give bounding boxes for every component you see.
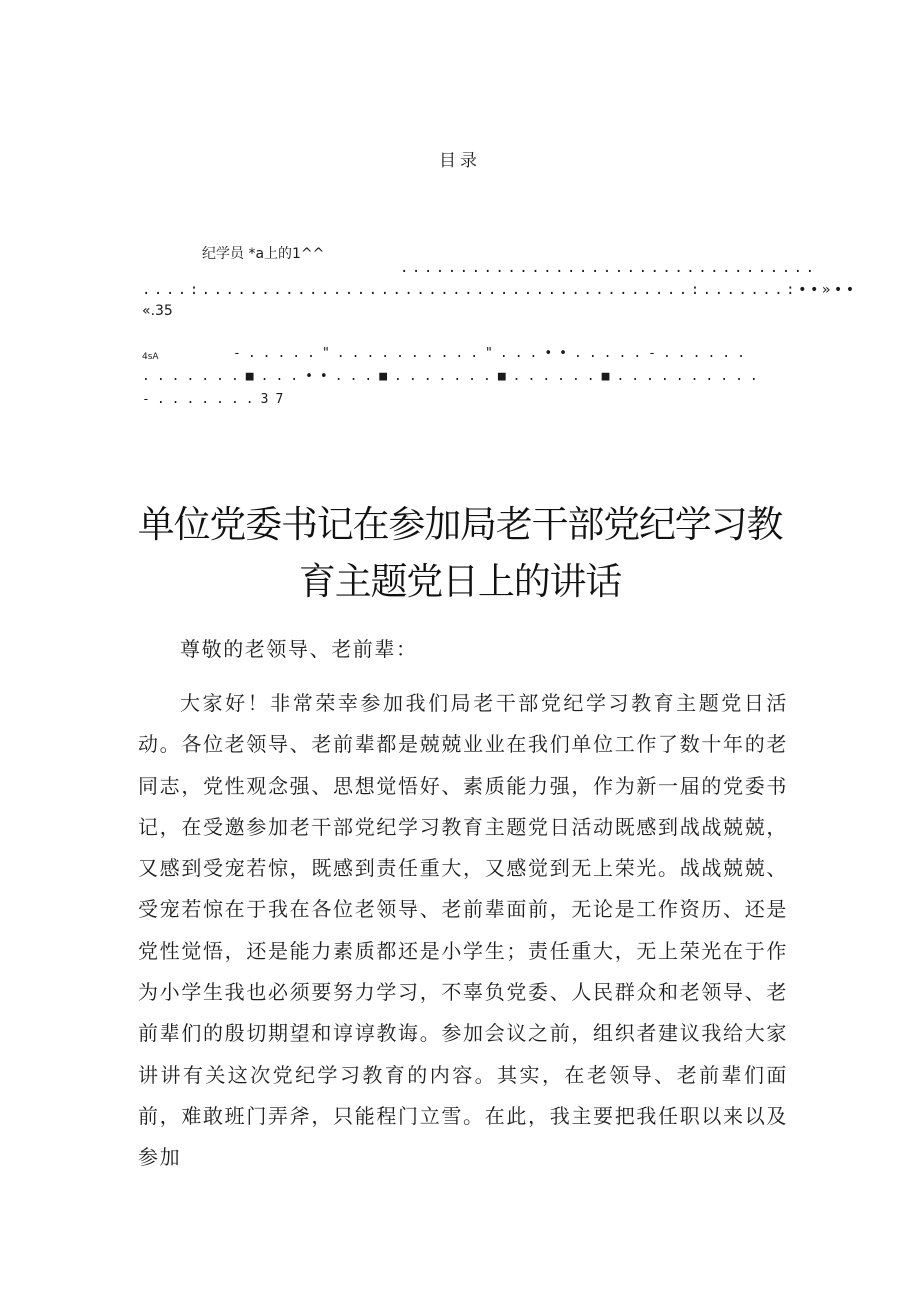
toc-entry-2-leader: -.....".........."...••.....-...... (233, 346, 752, 361)
document-title-line-2: 育主题党日上的讲话 (298, 560, 622, 603)
toc-entry-2-leader-continued: .......■...••...■.......■......■.......... (142, 369, 765, 384)
body-paragraph: 大家好！非常荣幸参加我们局老干部党纪学习教育主题党日活动。各位老领导、老前辈都是兢兢业业在我们单位工作了数十年的老同志，党性观念强、思想觉悟好、素质能力强，作为新一届的党委书记，在受邀参加老干部党纪学习教育主题党日活动既感到战战兢兢，又感到受宠若惊，既感到责任重大，又感觉到无上荣光。战战兢兢、受宠若惊在于我在各位老领导、老前辈面前，无论是工作资历、还是党性觉悟，还是能力素质都还是小学生；责任重大，无上荣光在于作为小学生我也必须要努力学习，不辜负党委、人民群众和老领导、老前辈们的殷切期望和谆谆教诲。参加会议之前，组织者建议我给大家讲讲有关这次党纪学习教育的内容。其实，在老领导、老前辈们面前，难敢班门弄斧，只能程门立雪。在此，我主要把我任职以来以及参加 (138, 691, 788, 1170)
toc-entry-2-title[interactable]: 4sA (142, 352, 159, 362)
toc-entry-1-page[interactable]: «.35 (142, 303, 173, 319)
document-title-line-1: 单位党委书记在参加局老干部党纪学习教 (137, 503, 783, 546)
toc-entry-1-leader: ................................... (400, 260, 818, 276)
toc-heading: 目录 (439, 151, 481, 171)
toc-entry-1-title[interactable]: 纪学员 *a上的1^^ (202, 246, 325, 262)
salutation: 尊敬的老领导、老前辈： (180, 637, 418, 661)
toc-entry-1-leader-continued: ....:.........................................:.......:••»•• (142, 282, 858, 298)
toc-entry-2-page[interactable]: -.......37 (142, 392, 291, 407)
